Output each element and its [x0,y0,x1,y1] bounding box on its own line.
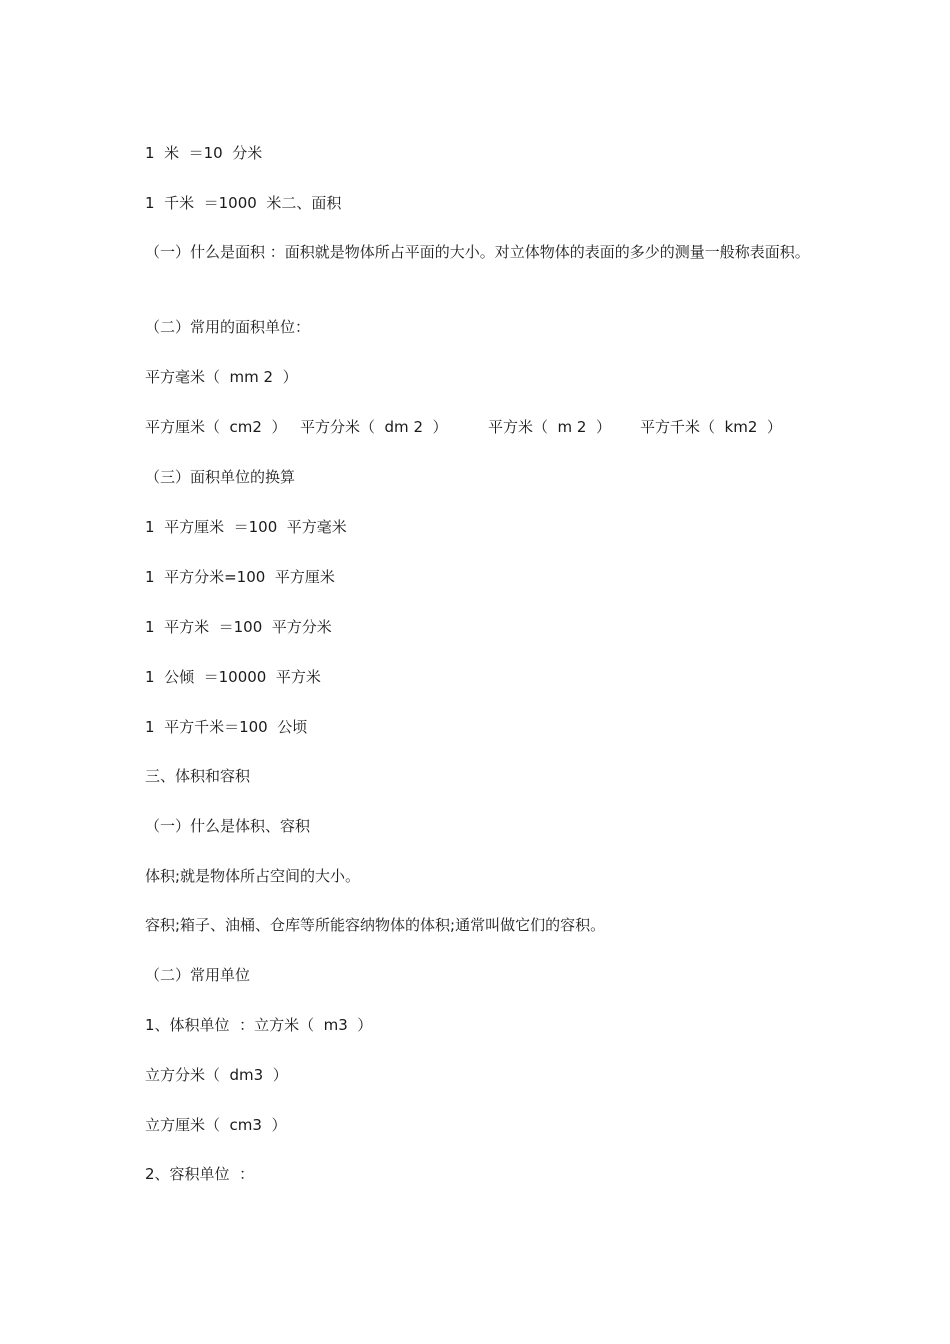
text-line-km2-conversion: 1 平方千米＝100 公顷 [145,718,308,736]
section-heading-volume: 三、体积和容积 [145,767,251,785]
text-line-volume-unit-cm3: 立方厘米（ cm3 ） [145,1116,287,1134]
text-line-dm2-conversion: 1 平方分米=100 平方厘米 [145,568,335,586]
text-line-m2-conversion: 1 平方米 ＝100 平方分米 [145,618,332,636]
text-line-1: 1 米 ＝10 分米 [145,144,263,162]
text-paragraph-area-definition: （一）什么是面积 ：面积就是物体所占平面的大小。对立体物体的表面的多少的测量一般称表面积。 [145,243,810,261]
text-line-common-units-heading: （二）常用单位 [145,966,251,984]
text-line-capacity-units: 2、容积单位 ： [145,1165,255,1183]
unit-m2: 平方米（ m 2 ） [488,418,611,436]
text-line-volume-definition: 体积;就是物体所占空间的大小。 [145,867,361,885]
text-line-2: 1 千米 ＝1000 米二、面积 [145,194,342,212]
text-line-hectare-conversion: 1 公倾 ＝10000 平方米 [145,668,321,686]
text-line-area-units-heading: （二）常用的面积单位： [145,318,311,336]
text-line-cm2-conversion: 1 平方厘米 ＝100 平方毫米 [145,518,347,536]
text-line-capacity-definition: 容积;箱子、油桶、仓库等所能容纳物体的体积;通常叫做它们的容积。 [145,916,606,934]
text-line-mm2: 平方毫米（ mm 2 ） [145,368,298,386]
unit-dm2: 平方分米（ dm 2 ） [300,418,448,436]
text-line-volume-unit-m3: 1、体积单位 ：立方米（ m3 ） [145,1016,373,1034]
text-line-volume-heading: （一）什么是体积、容积 [145,817,311,835]
text-line-volume-unit-dm3: 立方分米（ dm3 ） [145,1066,288,1084]
text-line-area-conversion-heading: （三）面积单位的换算 [145,468,296,486]
unit-cm2: 平方厘米（ cm2 ） [145,418,287,436]
unit-km2: 平方千米（ km2 ） [640,418,782,436]
